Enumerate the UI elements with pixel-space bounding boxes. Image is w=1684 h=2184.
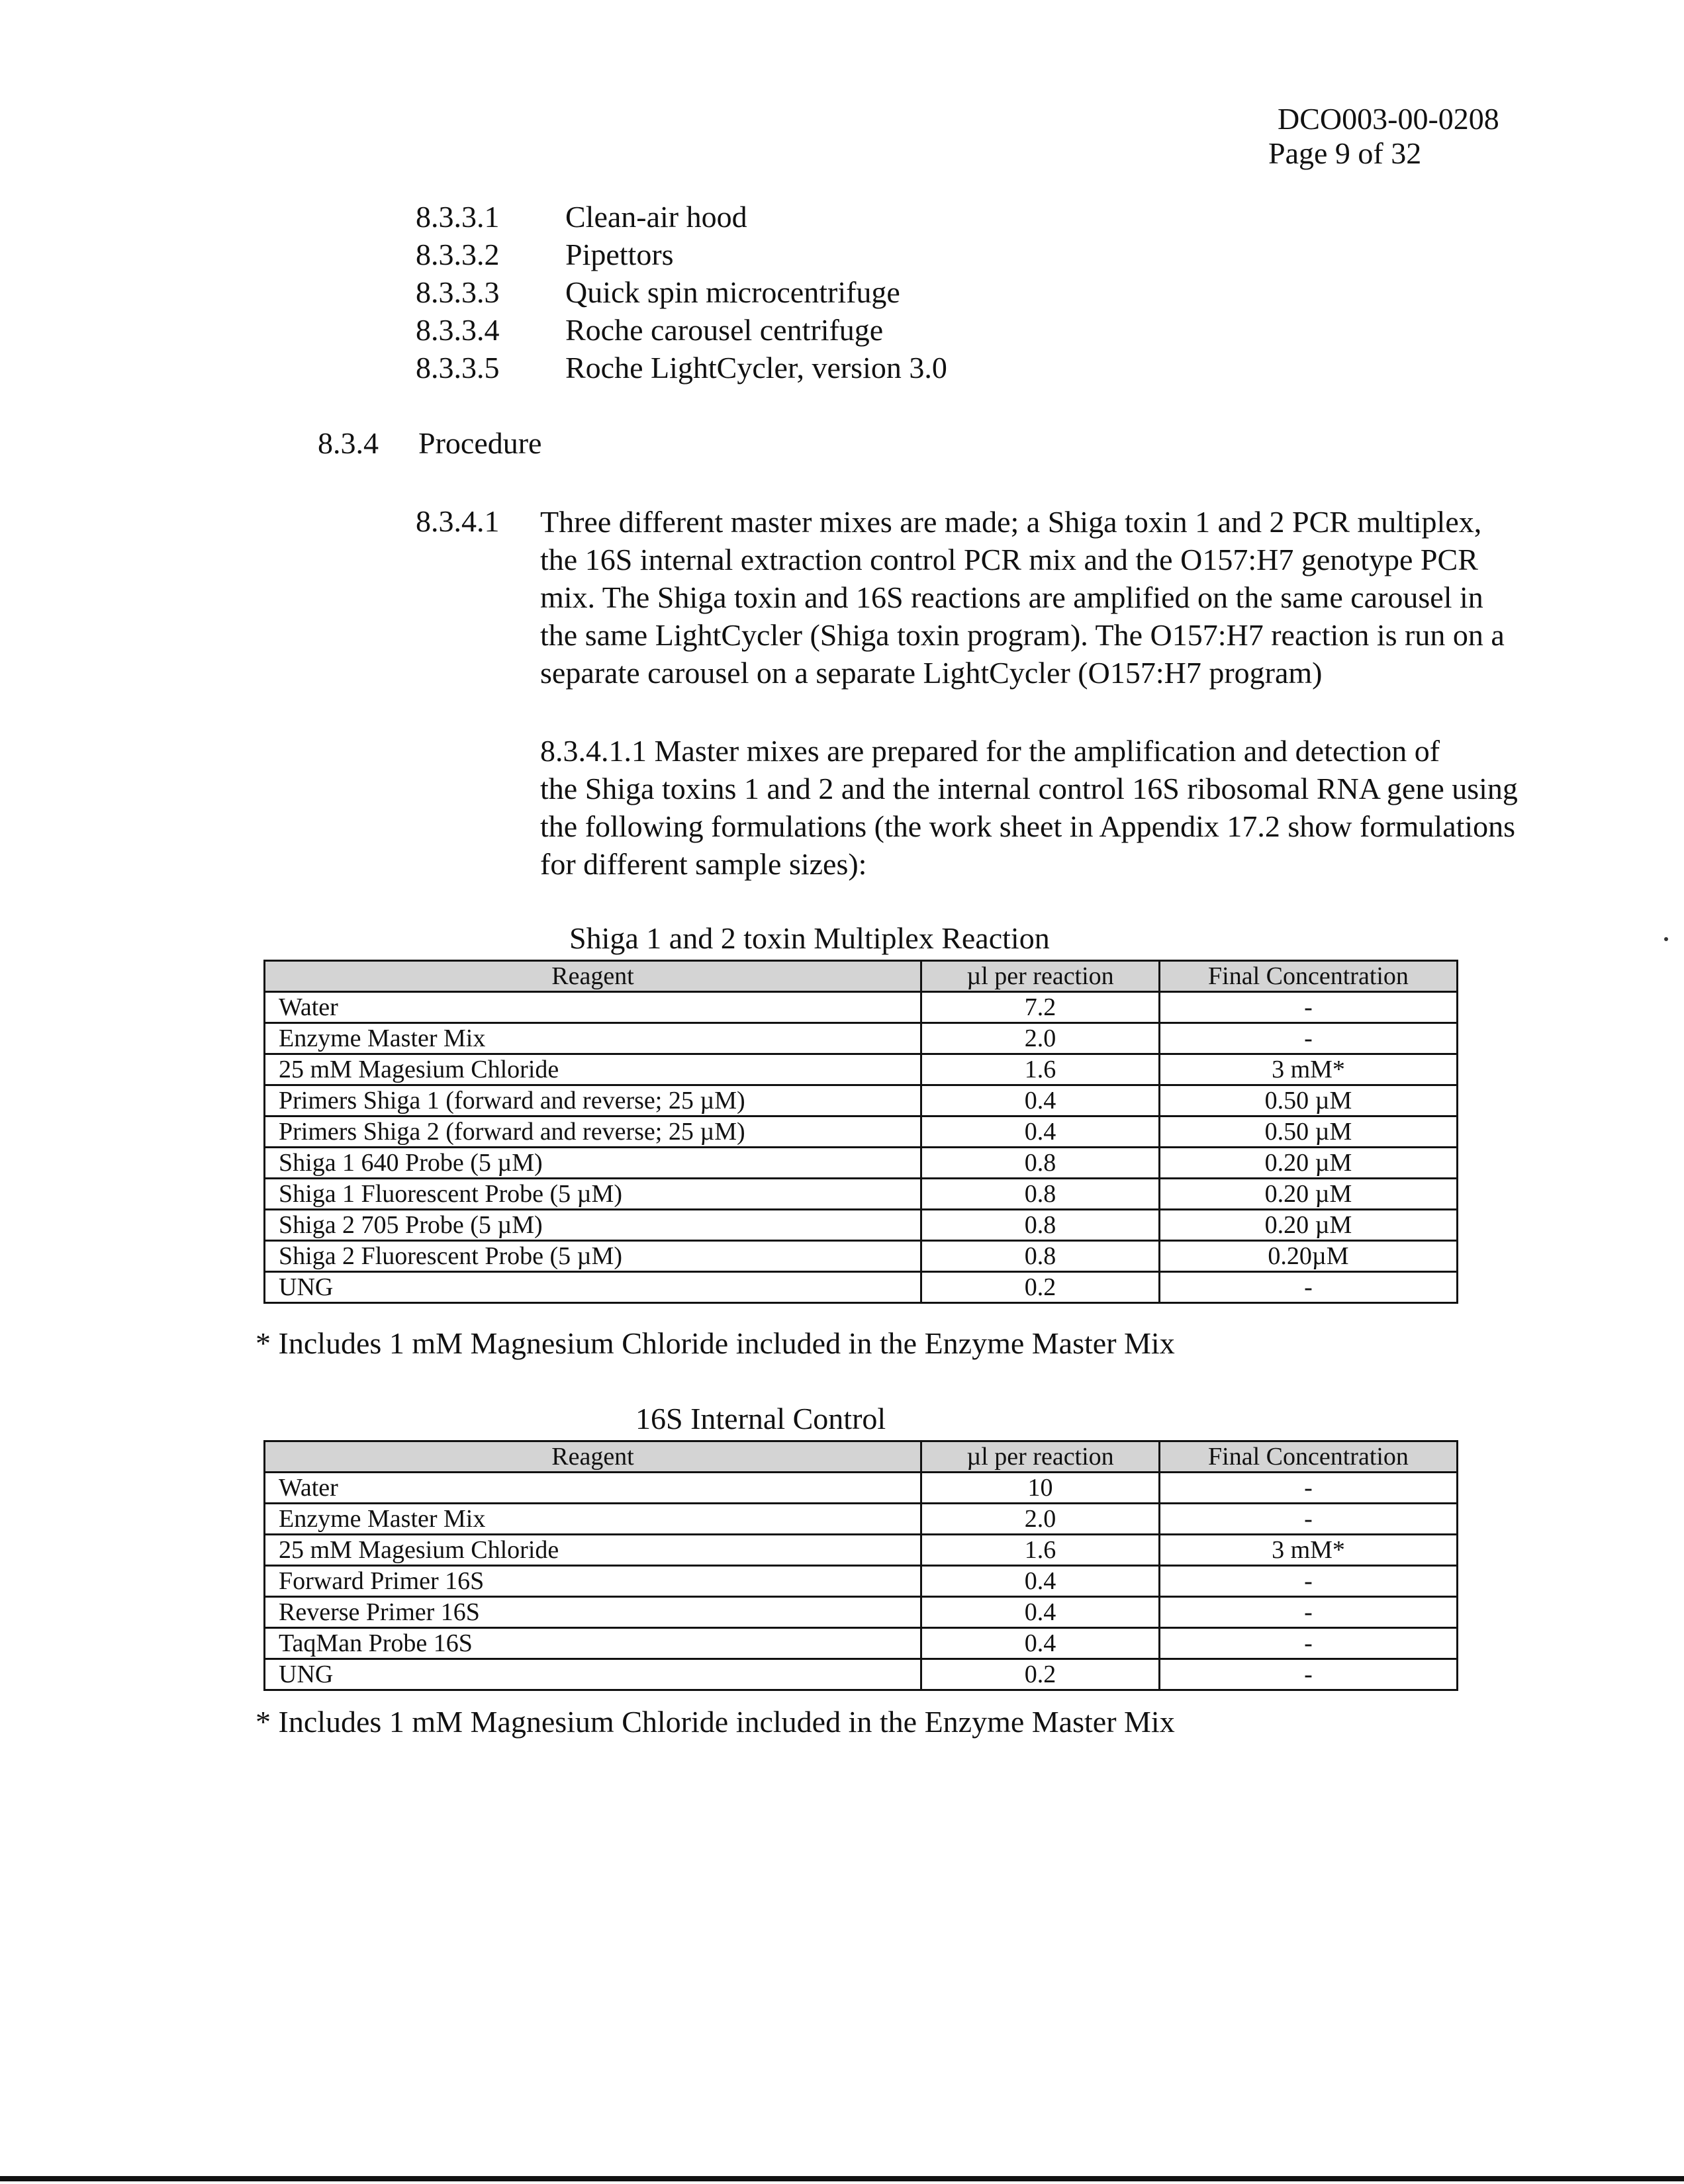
volume-cell: 0.4: [921, 1085, 1160, 1116]
concentration-cell: -: [1160, 1272, 1458, 1303]
volume-cell: 2.0: [921, 1504, 1160, 1535]
concentration-cell: -: [1160, 1023, 1458, 1054]
column-header: Reagent: [265, 961, 921, 992]
table-caption: 16S Internal Control: [635, 1402, 886, 1435]
concentration-cell: 3 mM*: [1160, 1054, 1458, 1085]
concentration-cell: -: [1160, 1504, 1458, 1535]
table-row: [265, 1628, 1458, 1659]
concentration-cell: 3 mM*: [1160, 1535, 1458, 1566]
reagent-cell: UNG: [265, 1659, 921, 1690]
step-paragraph: [540, 503, 1505, 692]
reagent-cell: Primers Shiga 1 (forward and reverse; 25 µM): [265, 1085, 921, 1116]
concentration-cell: 0.50 µM: [1160, 1085, 1458, 1116]
paragraph-line: the following formulations (the work sheet in Appendix 17.2 show formulations: [540, 809, 1516, 843]
item-label: Pipettors: [565, 238, 674, 271]
page-number: Page 9 of 32: [1268, 136, 1422, 170]
table-row: [265, 1023, 1458, 1054]
concentration-cell: -: [1160, 1659, 1458, 1690]
table-row: [265, 1179, 1458, 1210]
item-number: 8.3.3.2: [416, 238, 500, 271]
volume-cell: 0.8: [921, 1210, 1160, 1241]
table-row: [265, 1272, 1458, 1303]
document-id: DCO003-00-0208: [1278, 102, 1499, 136]
paragraph-line: the 16S internal extraction control PCR mix and the O157:H7 genotype PCR: [540, 543, 1478, 576]
concentration-cell: 0.20 µM: [1160, 1179, 1458, 1210]
reagent-cell: UNG: [265, 1272, 921, 1303]
volume-cell: 0.4: [921, 1116, 1160, 1148]
column-header: µl per reaction: [921, 1441, 1160, 1473]
volume-cell: 7.2: [921, 992, 1160, 1023]
step-number: 8.3.4.1: [416, 504, 500, 538]
column-header: Reagent: [265, 1441, 921, 1473]
reagent-cell: Water: [265, 992, 921, 1023]
table-row: [265, 1504, 1458, 1535]
item-number: 8.3.3.3: [416, 275, 500, 309]
table-row: [265, 1597, 1458, 1628]
reagent-cell: Shiga 1 Fluorescent Probe (5 µM): [265, 1179, 921, 1210]
table-row: [265, 1241, 1458, 1272]
item-number: 8.3.3.5: [416, 351, 500, 385]
column-header: Final Concentration: [1160, 1441, 1458, 1473]
table-row: [265, 1116, 1458, 1148]
table-row: [265, 1566, 1458, 1597]
table-header-row: [265, 1441, 1458, 1473]
item-label: Roche carousel centrifuge: [565, 313, 884, 347]
item-label: Clean-air hood: [565, 200, 747, 234]
shiga-multiplex-table: [263, 960, 1458, 1304]
table-row: [265, 992, 1458, 1023]
item-number: 8.3.3.1: [416, 200, 500, 234]
reagent-cell: Forward Primer 16S: [265, 1566, 921, 1597]
item-number: 8.3.3.4: [416, 313, 500, 347]
volume-cell: 1.6: [921, 1535, 1160, 1566]
table-header-row: [265, 961, 1458, 992]
concentration-cell: -: [1160, 1566, 1458, 1597]
volume-cell: 1.6: [921, 1054, 1160, 1085]
reagent-cell: Enzyme Master Mix: [265, 1023, 921, 1054]
reagent-cell: Shiga 2 705 Probe (5 µM): [265, 1210, 921, 1241]
reagent-cell: Primers Shiga 2 (forward and reverse; 25 µM): [265, 1116, 921, 1148]
table-caption: Shiga 1 and 2 toxin Multiplex Reaction: [569, 921, 1050, 955]
table-row: [265, 1054, 1458, 1085]
column-header: µl per reaction: [921, 961, 1160, 992]
paragraph-line: the same LightCycler (Shiga toxin program). The O157:H7 reaction is run on a: [540, 618, 1505, 652]
section-number: 8.3.4: [318, 426, 379, 460]
internal-control-table: [263, 1440, 1458, 1691]
table-row: [265, 1210, 1458, 1241]
volume-cell: 10: [921, 1473, 1160, 1504]
concentration-cell: -: [1160, 1597, 1458, 1628]
table-row: [265, 1535, 1458, 1566]
reagent-cell: 25 mM Magesium Chloride: [265, 1054, 921, 1085]
volume-cell: 0.2: [921, 1272, 1160, 1303]
paragraph-line: 8.3.4.1.1 Master mixes are prepared for the amplification and detection of: [540, 734, 1440, 768]
volume-cell: 0.4: [921, 1597, 1160, 1628]
reagent-cell: TaqMan Probe 16S: [265, 1628, 921, 1659]
volume-cell: 0.4: [921, 1628, 1160, 1659]
reagent-cell: Shiga 1 640 Probe (5 µM): [265, 1148, 921, 1179]
reagent-cell: Enzyme Master Mix: [265, 1504, 921, 1535]
table-row: [265, 1659, 1458, 1690]
concentration-cell: 0.20µM: [1160, 1241, 1458, 1272]
volume-cell: 0.8: [921, 1241, 1160, 1272]
volume-cell: 0.2: [921, 1659, 1160, 1690]
sub-step-paragraph: [540, 732, 1518, 883]
scan-speck: [1664, 937, 1668, 941]
table-footnote: * Includes 1 mM Magnesium Chloride included in the Enzyme Master Mix: [256, 1326, 1175, 1360]
table-row: [265, 1085, 1458, 1116]
concentration-cell: 0.20 µM: [1160, 1210, 1458, 1241]
page-bottom-rule: [0, 2176, 1684, 2181]
volume-cell: 0.8: [921, 1179, 1160, 1210]
section-title: Procedure: [418, 426, 542, 460]
column-header: Final Concentration: [1160, 961, 1458, 992]
concentration-cell: -: [1160, 1473, 1458, 1504]
item-label: Quick spin microcentrifuge: [565, 275, 900, 309]
paragraph-line: the Shiga toxins 1 and 2 and the internal control 16S ribosomal RNA gene using: [540, 772, 1518, 805]
reagent-cell: Shiga 2 Fluorescent Probe (5 µM): [265, 1241, 921, 1272]
paragraph-line: separate carousel on a separate LightCycler (O157:H7 program): [540, 656, 1323, 690]
paragraph-line: for different sample sizes):: [540, 847, 867, 881]
item-label: Roche LightCycler, version 3.0: [565, 351, 947, 385]
reagent-cell: Reverse Primer 16S: [265, 1597, 921, 1628]
concentration-cell: -: [1160, 992, 1458, 1023]
reagent-cell: 25 mM Magesium Chloride: [265, 1535, 921, 1566]
table-row: [265, 1473, 1458, 1504]
table-row: [265, 1148, 1458, 1179]
reagent-cell: Water: [265, 1473, 921, 1504]
paragraph-line: mix. The Shiga toxin and 16S reactions are amplified on the same carousel in: [540, 580, 1483, 614]
concentration-cell: -: [1160, 1628, 1458, 1659]
concentration-cell: 0.20 µM: [1160, 1148, 1458, 1179]
volume-cell: 0.8: [921, 1148, 1160, 1179]
concentration-cell: 0.50 µM: [1160, 1116, 1458, 1148]
table-footnote: * Includes 1 mM Magnesium Chloride included in the Enzyme Master Mix: [256, 1705, 1175, 1739]
volume-cell: 2.0: [921, 1023, 1160, 1054]
volume-cell: 0.4: [921, 1566, 1160, 1597]
paragraph-line: Three different master mixes are made; a Shiga toxin 1 and 2 PCR multiplex,: [540, 505, 1482, 539]
